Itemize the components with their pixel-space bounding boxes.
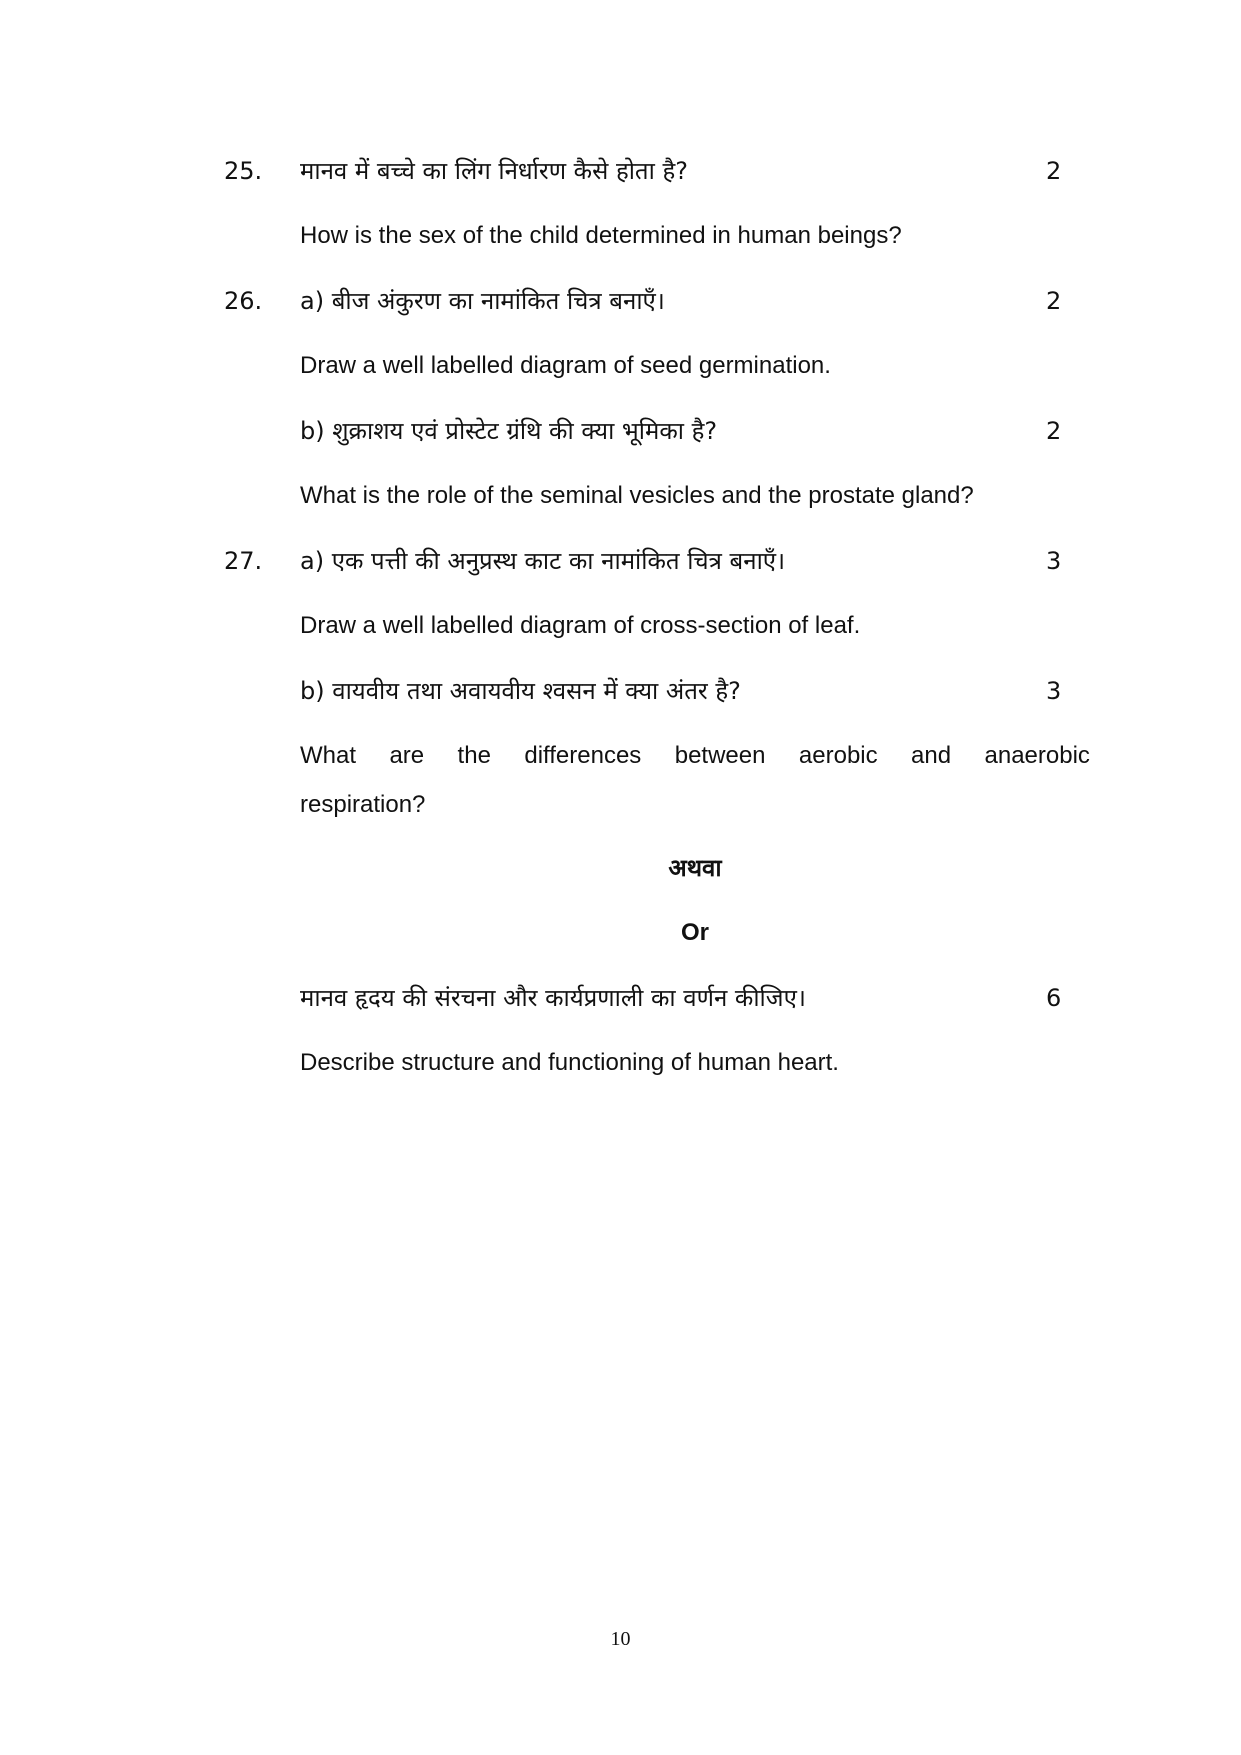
question-26a-hindi: a) बीज अंकुरण का नामांकित चित्र बनाएँ।	[300, 287, 665, 315]
question-27a-marks: 3	[1046, 547, 1062, 575]
question-27b-english-line1	[300, 740, 1090, 772]
word: anaerobic	[984, 742, 1090, 769]
word: are	[389, 742, 425, 769]
question-26b-marks: 2	[1046, 417, 1062, 445]
or-label-english: Or	[680, 919, 709, 946]
or-label-hindi: अथवा	[668, 854, 722, 882]
question-27a-hindi: a) एक पत्ती की अनुप्रस्थ काट का नामांकित चित्र बनाएँ।	[300, 547, 786, 575]
question-27b-english-line2: respiration?	[300, 791, 426, 818]
question-number-27: 27.	[224, 547, 263, 575]
word: and	[911, 742, 952, 769]
question-25-hindi: मानव में बच्चे का लिंग निर्धारण कैसे होता है?	[300, 157, 688, 185]
page-number: 10	[610, 1628, 631, 1650]
question-26a-marks: 2	[1046, 287, 1062, 315]
question-25-marks: 2	[1046, 157, 1062, 185]
question-27b-hindi: b) वायवीय तथा अवायवीय श्वसन में क्या अंतर है?	[300, 677, 741, 705]
question-26a-english: Draw a well labelled diagram of seed germination.	[300, 352, 831, 379]
question-number-26: 26.	[224, 287, 263, 315]
word: between	[674, 742, 766, 769]
word: What	[300, 742, 357, 769]
word: aerobic	[798, 742, 878, 769]
alternative-hindi: मानव हृदय की संरचना और कार्यप्रणाली का वर्णन कीजिए।	[300, 984, 806, 1012]
question-number-25: 25.	[224, 157, 263, 185]
question-25-english: How is the sex of the child determined in human beings?	[300, 222, 902, 249]
word: the	[457, 742, 491, 769]
question-26b-english: What is the role of the seminal vesicles and the prostate gland?	[300, 482, 974, 509]
alternative-marks: 6	[1046, 984, 1062, 1012]
question-27a-english: Draw a well labelled diagram of cross-section of leaf.	[300, 612, 861, 639]
question-26b-hindi: b) शुक्राशय एवं प्रोस्टेट ग्रंथि की क्या भूमिका है?	[300, 417, 718, 445]
alternative-english: Describe structure and functioning of human heart.	[300, 1049, 839, 1076]
question-27b-marks: 3	[1046, 677, 1062, 705]
word: differences	[524, 742, 642, 769]
